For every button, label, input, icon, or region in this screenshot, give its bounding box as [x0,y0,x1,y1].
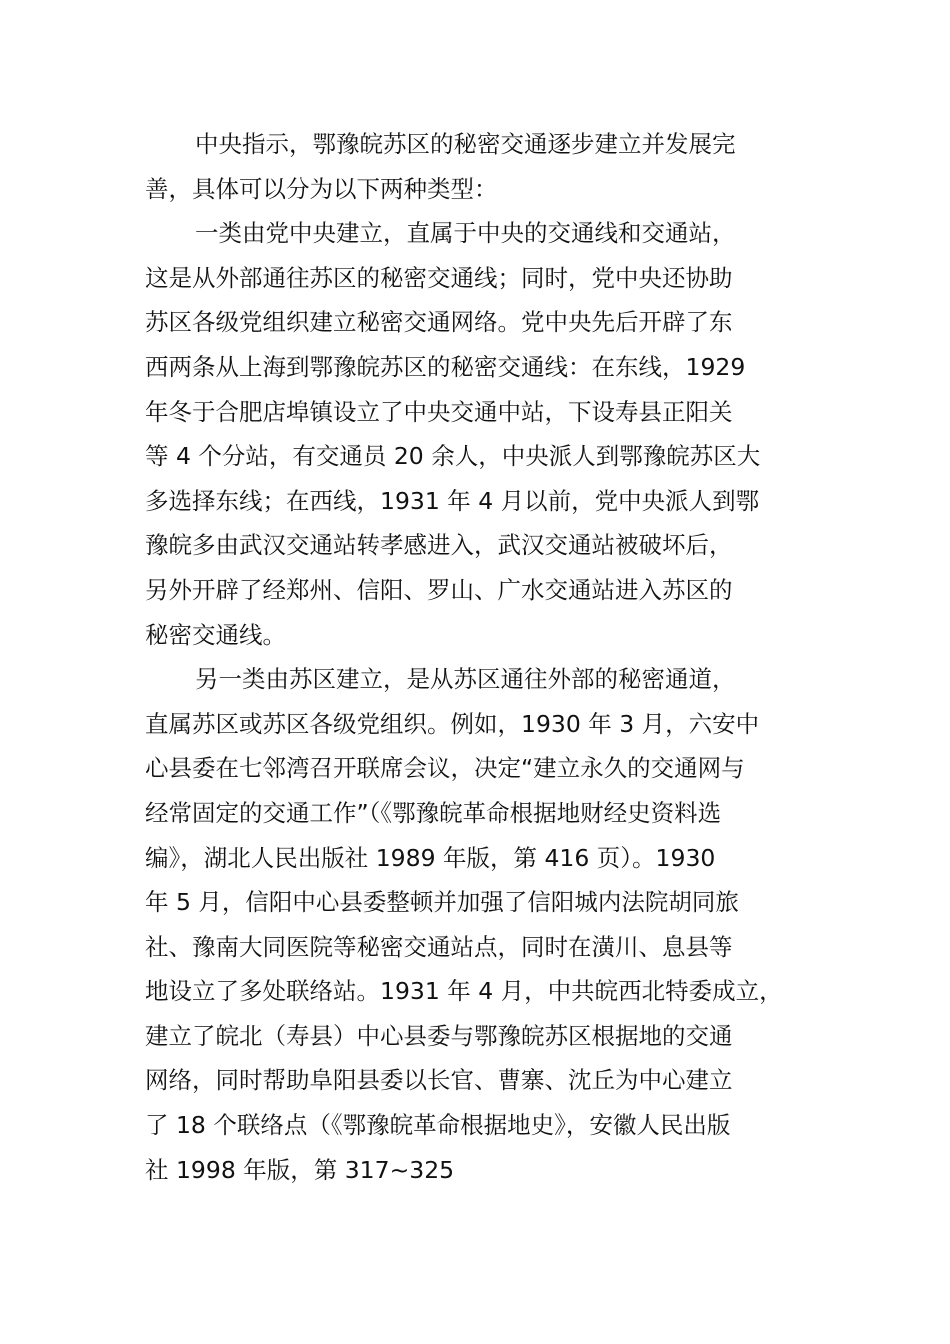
text-line: 中央指示，鄂豫皖苏区的秘密交通逐步建立并发展完 [195,130,736,158]
text-line: 年 5 月，信阳中心县委整顿并加强了信阳城内法院胡同旅 [145,888,739,917]
paragraph-2 [145,211,835,657]
text-line: 这是从外部通往苏区的秘密交通线；同时，党中央还协助 [145,263,733,292]
text-line: 心县委在七邻湾召开联席会议，决定“建立永久的交通网与 [145,754,745,783]
text-line: 社、豫南大同医院等秘密交通站点，同时在潢川、息县等 [145,932,733,961]
text-line: 善，具体可以分为以下两种类型： [145,174,498,203]
text-line: 秘密交通线。 [145,620,286,649]
text-line: 经常固定的交通工作”（《鄂豫皖革命根据地财经史资料选 [145,798,722,827]
paragraph-1 [145,122,835,211]
document-body [145,122,835,1192]
text-line: 建立了皖北（寿县）中心县委与鄂豫皖苏区根据地的交通 [145,1021,733,1050]
text-line: 苏区各级党组织建立秘密交通网络。党中央先后开辟了东 [145,308,733,337]
text-line: 另一类由苏区建立，是从苏区通往外部的秘密通道， [195,665,736,694]
text-line: 地设立了多处联络站。1931 年 4 月，中共皖西北特委成立， [145,977,783,1006]
text-line: 年冬于合肥店埠镇设立了中央交通中站，下设寿县正阳关 [145,397,733,426]
text-line: 编》，湖北人民出版社 1989 年版，第 416 页）。1930 [145,843,716,872]
text-line: 社 1998 年版，第 317~325 [145,1155,455,1184]
paragraph-3 [145,657,835,1192]
text-line: 网络，同时帮助阜阳县委以长官、曹寨、沈丘为中心建立 [145,1066,733,1095]
text-line: 等 4 个分站，有交通员 20 余人，中央派人到鄂豫皖苏区大 [145,442,761,471]
text-line: 了 18 个联络点（《鄂豫皖革命根据地史》，安徽人民出版 [145,1111,731,1140]
text-line: 豫皖多由武汉交通站转孝感进入，武汉交通站被破坏后， [145,531,733,560]
text-line: 多选择东线；在西线，1931 年 4 月以前，党中央派人到鄂 [145,486,760,515]
text-line: 西两条从上海到鄂豫皖苏区的秘密交通线：在东线，1929 [145,352,746,381]
text-line: 直属苏区或苏区各级党组织。例如，1930 年 3 月，六安中 [145,709,760,738]
text-line: 一类由党中央建立，直属于中央的交通线和交通站， [195,219,736,248]
text-line: 另外开辟了经郑州、信阳、罗山、广水交通站进入苏区的 [145,575,733,604]
